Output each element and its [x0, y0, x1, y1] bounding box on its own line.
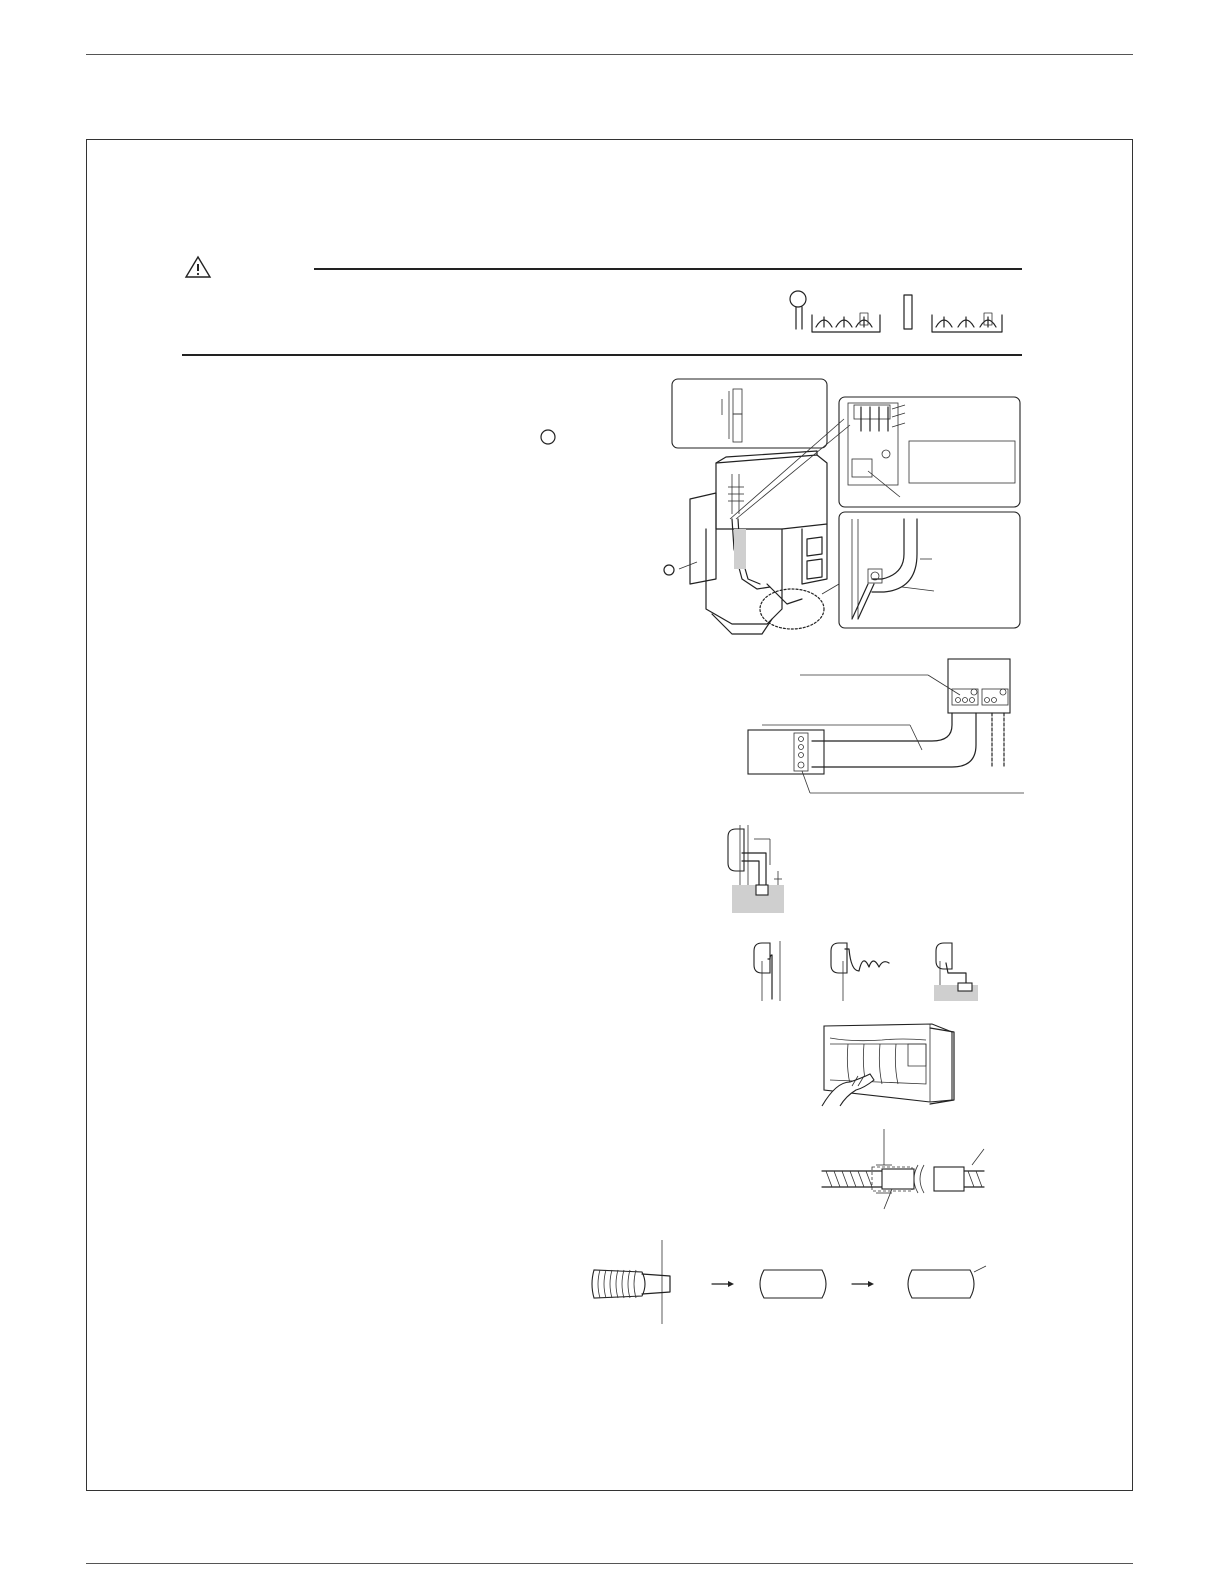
caution-bar: [176, 255, 1022, 359]
straight-terminal-icon: [904, 295, 912, 329]
drain-submerged-figure: [934, 941, 986, 1003]
warning-triangle-icon: [186, 257, 210, 277]
header-rule: [86, 54, 1133, 55]
front-panel-filter-figure: [822, 1022, 962, 1114]
indoor-unit-wiring-figure: [672, 379, 1022, 639]
terminal-block-icon: [812, 313, 880, 332]
step-marker: [540, 429, 556, 445]
interconnecting-wire-figure: [752, 655, 1024, 815]
drain-rise-figure: [752, 941, 792, 1001]
drain-hose-correct-figure: [726, 825, 798, 915]
footer-rule: [86, 1563, 1133, 1564]
ring-terminal-icon: [790, 291, 806, 329]
pipe-insulation-figure: [590, 1240, 986, 1326]
drain-wave-figure: [829, 941, 891, 1001]
terminal-block-icon: [932, 313, 1002, 332]
drain-hose-joint-figure: [822, 1129, 984, 1213]
